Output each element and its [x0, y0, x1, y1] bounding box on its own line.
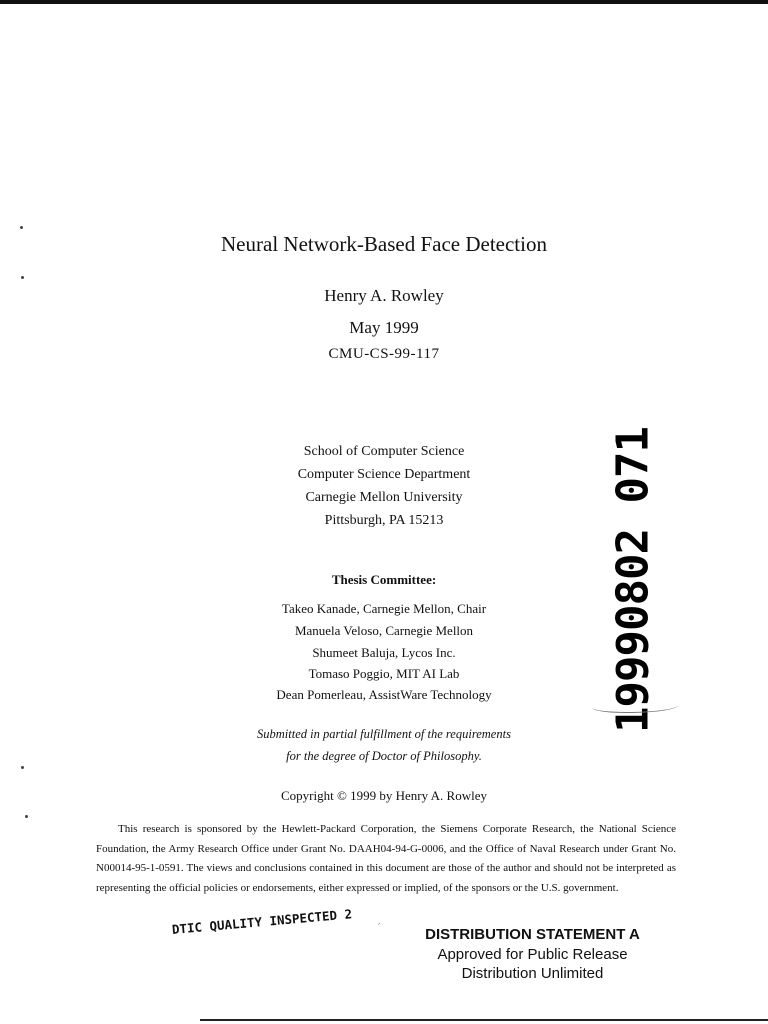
dtic-quality-stamp: DTIC QUALITY INSPECTED 2	[171, 906, 353, 937]
committee-member: Shumeet Baluja, Lycos Inc.	[312, 645, 456, 660]
address-line-city: Pittsburgh, PA 15213	[324, 513, 444, 528]
report-number: CMU-CS-99-117	[328, 346, 440, 362]
scan-speck	[21, 766, 24, 769]
accession-number-stamp: 19990802 071	[607, 427, 659, 733]
committee-member: Dean Pomerleau, AssistWare Technology	[276, 687, 492, 702]
scan-speck	[21, 276, 24, 279]
address-line-university: Carnegie Mellon University	[305, 490, 463, 505]
stamp-tick-mark: ′	[378, 922, 381, 933]
scan-top-edge	[0, 0, 768, 4]
committee-member: Manuela Veloso, Carnegie Mellon	[294, 623, 474, 638]
author-name: Henry A. Rowley	[324, 286, 444, 305]
funding-acknowledgement: This research is sponsored by the Hewlett-Packard Corporation, the Siemens Corporate Research, the National Science Foundation, the Army Research Office under Grant No. DAAH04-94-G-0006, and the Office of Naval Research under Grant No. N00014-95-1-0591. The views and conclusions contained in this document are those of the author and should not be interpreted as representing the official policies or endorsements, either expressed or implied, of the sponsors or the U.S. government.	[96, 823, 676, 894]
address-line-department: Computer Science Department	[297, 467, 471, 482]
copyright-notice: Copyright © 1999 by Henry A. Rowley	[281, 788, 487, 803]
committee-member: Tomaso Poggio, MIT AI Lab	[308, 666, 460, 681]
submitted-statement-line: Submitted in partial fulfillment of the requirements	[257, 727, 511, 741]
scan-speck	[25, 815, 28, 818]
publication-date: May 1999	[349, 318, 419, 337]
distribution-statement-line: Distribution Unlimited	[461, 965, 604, 982]
address-line-school: School of Computer Science	[303, 444, 465, 459]
distribution-statement-heading: DISTRIBUTION STATEMENT A	[425, 926, 640, 943]
accession-stamp-underline	[592, 700, 678, 713]
document-title: Neural Network-Based Face Detection	[221, 232, 547, 256]
submitted-statement-line: for the degree of Doctor of Philosophy.	[286, 749, 482, 763]
committee-member: Takeo Kanade, Carnegie Mellon, Chair	[281, 601, 487, 616]
distribution-statement-line: Approved for Public Release	[437, 946, 628, 963]
scan-bottom-edge	[200, 1019, 768, 1021]
scan-speck	[20, 226, 23, 229]
committee-heading: Thesis Committee:	[331, 572, 437, 587]
